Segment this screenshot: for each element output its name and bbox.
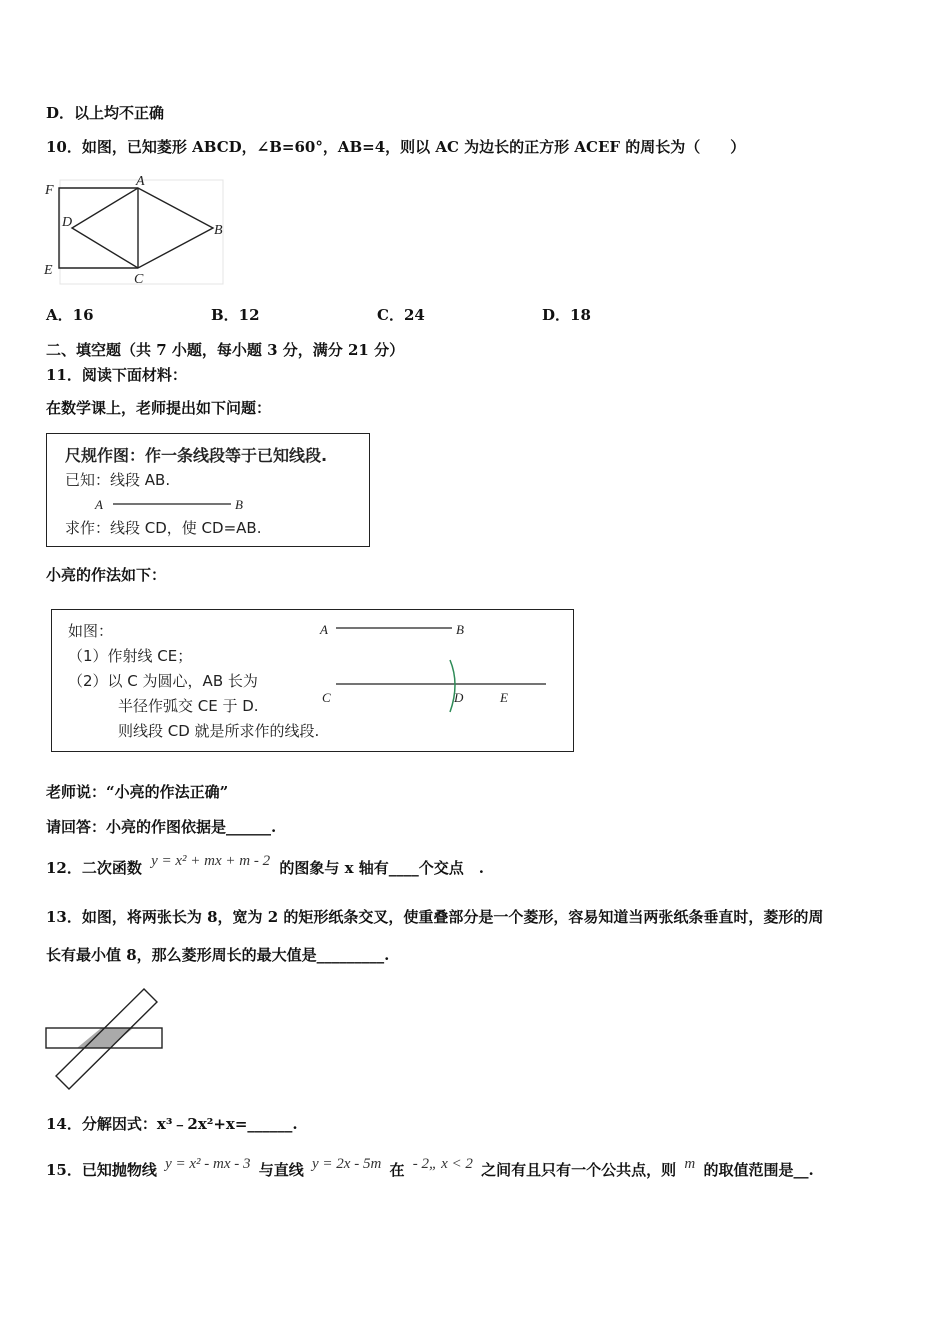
q10-option-d: D．18	[542, 306, 591, 324]
q13-figure	[42, 986, 166, 1090]
q11-stem: 11．阅读下面材料：	[46, 366, 187, 384]
q11-method-label-c: C	[322, 690, 331, 705]
q10-label-b: B	[214, 223, 223, 238]
q13-line1: 13．如图，将两张长为 8，宽为 2 的矩形纸条交叉，使重叠部分是一个菱形，容易知道当两张纸条垂直时，菱形的周	[46, 908, 824, 926]
q10-rhombus-abcd	[72, 188, 213, 268]
q15-line-eq: y = 2x - 5m	[312, 1156, 382, 1172]
q11-method-figure	[314, 616, 554, 726]
q10-label-a: A	[136, 174, 145, 189]
q15-mid1: 与直线	[258, 1161, 304, 1179]
q11-problem-line1: 尺规作图：作一条线段等于已知线段.	[65, 446, 328, 465]
q11-method-label-a: A	[320, 622, 328, 637]
q11-method-line2: （1）作射线 CE；	[68, 647, 193, 665]
q11-method-line3: （2）以 C 为圆心，AB 长为	[68, 672, 258, 690]
q13-line2: 长有最小值 8，那么菱形周长的最大值是_________.	[46, 946, 390, 964]
q10-label-c: C	[134, 272, 144, 287]
q15-mid2: 在	[389, 1161, 405, 1179]
q10-stem: 10．如图，已知菱形 ABCD，∠B=60°，AB=4，则以 AC 为边长的正方形 ACEF 的周长为（ ）	[46, 138, 746, 156]
q10-label-e: E	[44, 263, 53, 278]
q10-figure	[40, 172, 230, 288]
q15-var: m	[684, 1156, 696, 1172]
q12-prefix: 12．二次函数	[46, 859, 142, 877]
q11-method-label-b: B	[456, 622, 464, 637]
q15-suffix: 的取值范围是__.	[703, 1161, 814, 1179]
q10-option-b: B．12	[211, 306, 260, 324]
q11-segment-label-a: A	[95, 497, 103, 512]
q11-method-label-d: D	[454, 690, 464, 705]
q10-label-d: D	[62, 215, 73, 230]
q11-teacher: 老师说：“小亮的作法正确”	[46, 783, 229, 801]
q10-option-c: C．24	[377, 306, 425, 324]
q11-method-line5: 则线段 CD 就是所求作的线段.	[118, 722, 320, 740]
q11-problem-line3: 求作：线段 CD，使 CD=AB.	[65, 519, 262, 537]
q12-line	[46, 853, 484, 878]
q11-problem-box	[46, 433, 370, 547]
q10-option-a: A．16	[46, 306, 94, 324]
q15-range: - 2„ x < 2	[412, 1156, 473, 1172]
q11-method-label-e: E	[500, 690, 508, 705]
q11-segment-label-b: B	[235, 497, 243, 512]
q11-method-intro: 小亮的作法如下：	[46, 566, 167, 584]
q15-line	[46, 1156, 814, 1180]
q15-mid3: 之间有且只有一个公共点，则	[481, 1161, 677, 1179]
section2-heading: 二、填空题（共 7 小题，每小题 3 分，满分 21 分）	[46, 341, 405, 359]
q11-method-line1: 如图：	[68, 622, 114, 640]
q9-option-d: D．以上均不正确	[46, 104, 165, 122]
q11-method-line4: 半径作弧交 CE 于 D.	[118, 697, 259, 715]
q15-prefix: 15．已知抛物线	[46, 1161, 157, 1179]
q12-suffix: 的图象与 x 轴有____个交点 .	[279, 859, 484, 877]
q11-problem-line2: 已知：线段 AB.	[65, 471, 171, 489]
q11-intro: 在数学课上，老师提出如下问题：	[46, 399, 272, 417]
q10-label-f: F	[45, 183, 54, 198]
q13-overlap-rhombus	[77, 1028, 133, 1048]
q11-method-box	[51, 609, 574, 752]
q11-segment-ab	[91, 494, 251, 514]
q11-question: 请回答：小亮的作图依据是______.	[46, 818, 277, 836]
q15-parabola: y = x² - mx - 3	[165, 1156, 251, 1172]
q12-formula: y = x² + mx + m - 2	[151, 853, 271, 869]
q14-text: 14．分解因式：x³﹣2x²+x=______.	[46, 1115, 298, 1133]
